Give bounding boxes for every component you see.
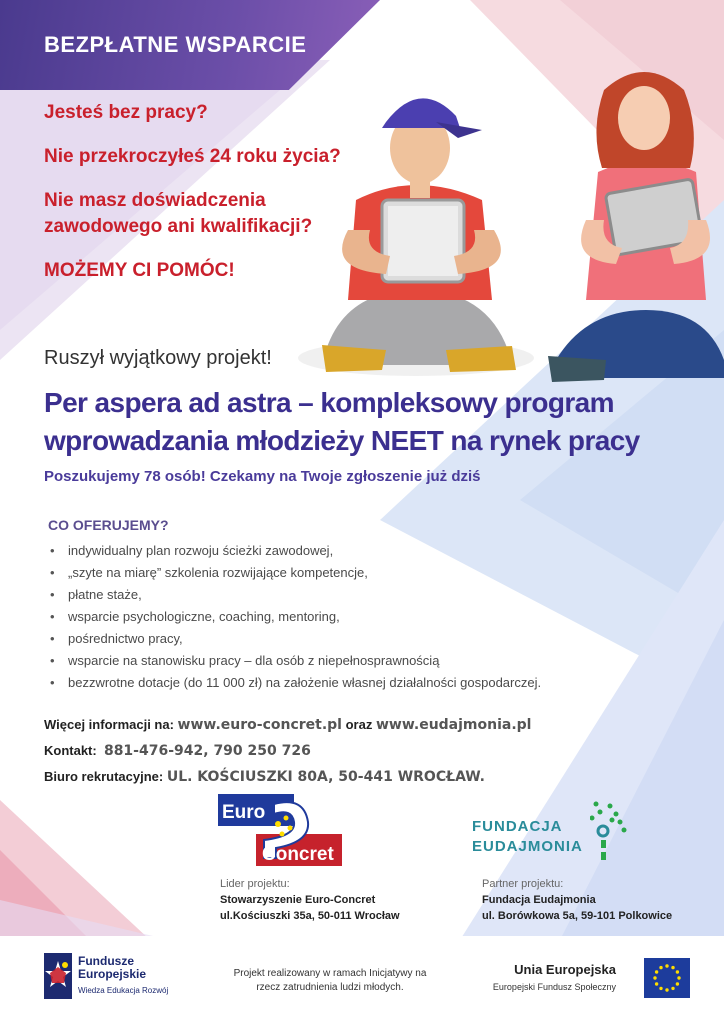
offer-item: • bezzwrotne dotacje (do 11 000 zł) na założenie własnej działalności gospodarczej. — [48, 672, 608, 694]
eu-logo-block — [470, 956, 690, 1004]
offer-item: • „szyte na miarę” szkolenia rozwijające kompetencje, — [48, 562, 608, 584]
banner-title: BEZPŁATNE WSPARCIE — [44, 32, 307, 57]
project-leader — [220, 876, 400, 924]
euro-concret-link[interactable]: www.euro-concret.pl — [177, 717, 342, 733]
partner-role: Partner projektu: — [482, 878, 564, 890]
fe-logo-line2: EUDAJMONIA — [472, 838, 583, 855]
fund-program: Wiedza Edukacja Rozwój — [78, 986, 169, 995]
help-slogan: MOŻEMY CI POMÓC! — [44, 260, 235, 281]
question-list — [44, 100, 384, 302]
info-row — [44, 712, 531, 738]
partner-org: Fundacja Eudajmonia — [482, 894, 596, 906]
offer-item: • płatne staże, — [48, 584, 608, 606]
fundacja-eudajmonia-logo — [472, 800, 642, 862]
eu-title: Unia Europejska — [514, 962, 616, 977]
partner-address: ul. Borówkowa 5a, 59-101 Polkowice — [482, 910, 673, 922]
fe-tree-icon — [590, 800, 630, 862]
question-unemployed: Jesteś bez pracy? — [44, 102, 208, 123]
phone-label: Kontakt: — [44, 743, 97, 758]
offer-item: • pośrednictwo pracy, — [48, 628, 608, 650]
fund-line1: Fundusze — [78, 954, 134, 968]
project-headline: Per aspera ad astra – kompleksowy program wprowadzania młodzieży NEET na rynek pracy — [44, 387, 640, 456]
project-note: Projekt realizowany w ramach Inicjatywy na rzecz zatrudnienia ludzi młodych. — [233, 968, 427, 993]
leader-org: Stowarzyszenie Euro-Concret — [220, 894, 376, 906]
fe-star-icon — [44, 953, 72, 999]
leader-address: ul.Kościuszki 35a, 50-011 Wrocław — [220, 910, 400, 922]
fe-logo-line1: FUNDACJA — [472, 818, 563, 835]
euro-concret-logo — [218, 794, 342, 866]
fund-line2: Europejskie — [78, 967, 147, 981]
project-partner — [482, 876, 672, 924]
phone-row — [44, 738, 531, 764]
phone-numbers[interactable]: 881-476-942, 790 250 726 — [103, 743, 311, 759]
offer-item: • wsparcie na stanowisku pracy – dla osób z niepełnosprawnością — [48, 650, 608, 672]
offer-list — [48, 540, 608, 694]
office-row — [44, 764, 531, 790]
question-age: Nie przekroczyłeś 24 roku życia? — [44, 146, 341, 167]
eu-fund: Europejski Fundusz Społeczny — [492, 982, 616, 992]
offer-item: • indywidualny plan rozwoju ścieżki zawodowej, — [48, 540, 608, 562]
leader-role: Lider projektu: — [220, 878, 290, 890]
eudajmonia-link[interactable]: www.eudajmonia.pl — [375, 717, 532, 733]
office-label: Biuro rekrutacyjne: — [44, 769, 164, 784]
recruitment-call: Poszukujemy 78 osób! Czekamy na Twoje zgłoszenie już dziś — [44, 468, 481, 485]
ec-logo-bottom-text: Concret — [262, 844, 334, 865]
offer-item: • wsparcie psychologiczne, coaching, mentoring, — [48, 606, 608, 628]
office-address: UL. KOŚCIUSZKI 80A, 50-441 WROCŁAW. — [166, 769, 485, 785]
eu-flag-icon — [644, 958, 690, 998]
contact-block — [44, 712, 531, 790]
fundusze-europejskie-logo — [44, 953, 204, 1003]
question-experience: Nie masz doświadczenia zawodowego ani kwalifikacji? — [44, 190, 313, 237]
project-launch-text: Ruszył wyjątkowy projekt! — [44, 347, 272, 369]
info-label: Więcej informacji na: — [44, 717, 174, 732]
and-text: oraz — [345, 717, 373, 732]
ec-logo-top-text: Euro — [222, 802, 266, 823]
offer-title: CO OFERUJEMY? — [48, 517, 169, 533]
fund-name — [78, 955, 146, 981]
